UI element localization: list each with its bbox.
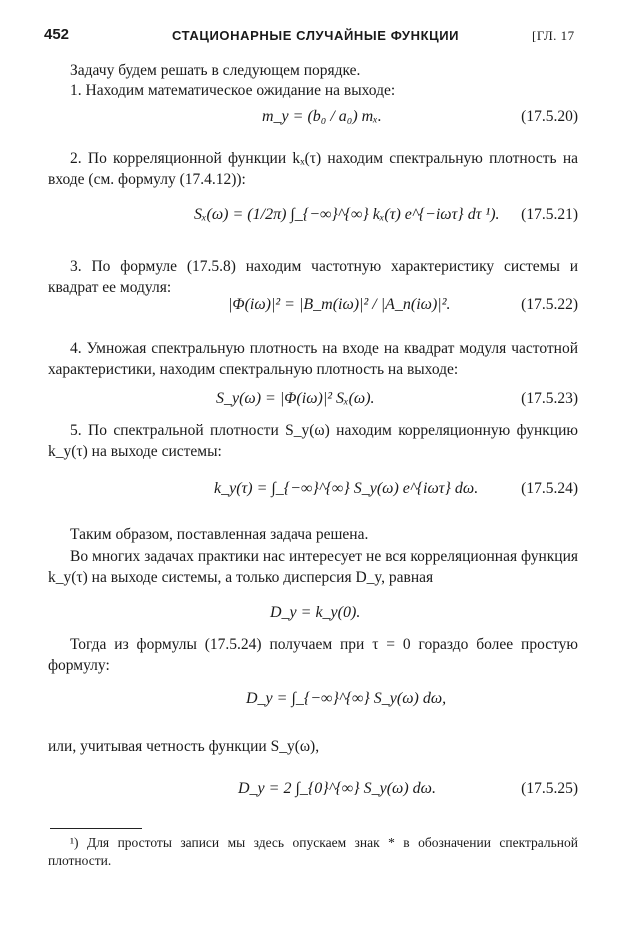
- equation-number-17-5-24: (17.5.24): [521, 480, 578, 497]
- then-paragraph: Тогда из формулы (17.5.24) получаем при τ = 0 гораздо более простую формулу:: [48, 636, 578, 674]
- intro-paragraph: Задачу будем решать в следующем порядке.: [70, 62, 361, 79]
- running-title: СТАЦИОНАРНЫЕ СЛУЧАЙНЫЕ ФУНКЦИИ: [172, 28, 460, 43]
- step5-paragraph: 5. По спектральной плотности S_y(ω) находим корреляционную функцию k_y(τ) на выходе системы:: [48, 422, 578, 460]
- equation-17-5-22: |Φ(iω)|² = |B_m(iω)|² / |A_n(iω)|².: [228, 296, 451, 313]
- equation-17-5-24: k_y(τ) = ∫_{−∞}^{∞} S_y(ω) e^{iωτ} dω.: [214, 480, 479, 497]
- step2-paragraph: 2. По корреляционной функции kₓ(τ) находим спектральную плотность на входе (см. формулу (17.4.12)):: [48, 150, 578, 188]
- equation-number-17-5-23: (17.5.23): [521, 390, 578, 407]
- equation-variance: D_y = k_y(0).: [270, 604, 361, 621]
- footnote-text: ¹) Для простоты записи мы здесь опускаем знак * в обозначении спектральной плотности.: [48, 835, 578, 868]
- equation-17-5-20: m_y = (b₀ / a₀) mₓ.: [262, 108, 382, 125]
- equation-number-17-5-20: (17.5.20): [521, 108, 578, 125]
- step4-paragraph: 4. Умножая спектральную плотность на входе на квадрат модуля частотной характеристики, находим спектральную плотность на выходе:: [48, 340, 578, 378]
- equation-number-17-5-25: (17.5.25): [521, 780, 578, 797]
- equation-17-5-21: Sₓ(ω) = (1/2π) ∫_{−∞}^{∞} kₓ(τ) e^{−iωτ} dτ ¹).: [194, 206, 500, 223]
- equation-number-17-5-21: (17.5.21): [521, 206, 578, 223]
- equation-number-17-5-22: (17.5.22): [521, 296, 578, 313]
- chapter-label: [ГЛ. 17: [532, 28, 575, 43]
- evenness-paragraph: или, учитывая четность функции S_y(ω),: [48, 738, 320, 755]
- step1-paragraph: 1. Находим математическое ожидание на выходе:: [70, 82, 396, 99]
- footnote-rule: [50, 828, 142, 829]
- page-number: 452: [44, 26, 70, 43]
- solved-paragraph: Таким образом, поставленная задача решена.: [70, 526, 369, 543]
- step3-paragraph: 3. По формуле (17.5.8) находим частотную характеристику системы и квадрат ее модуля:: [48, 258, 578, 296]
- variance-paragraph: Во многих задачах практики нас интересует не вся корреляционная функция k_y(τ) на выходе системы, а только дисперсия D_y, равная: [48, 548, 578, 586]
- equation-17-5-23: S_y(ω) = |Φ(iω)|² Sₓ(ω).: [216, 390, 375, 407]
- equation-17-5-25: D_y = 2 ∫_{0}^{∞} S_y(ω) dω.: [238, 780, 436, 797]
- equation-variance-integral: D_y = ∫_{−∞}^{∞} S_y(ω) dω,: [246, 690, 447, 707]
